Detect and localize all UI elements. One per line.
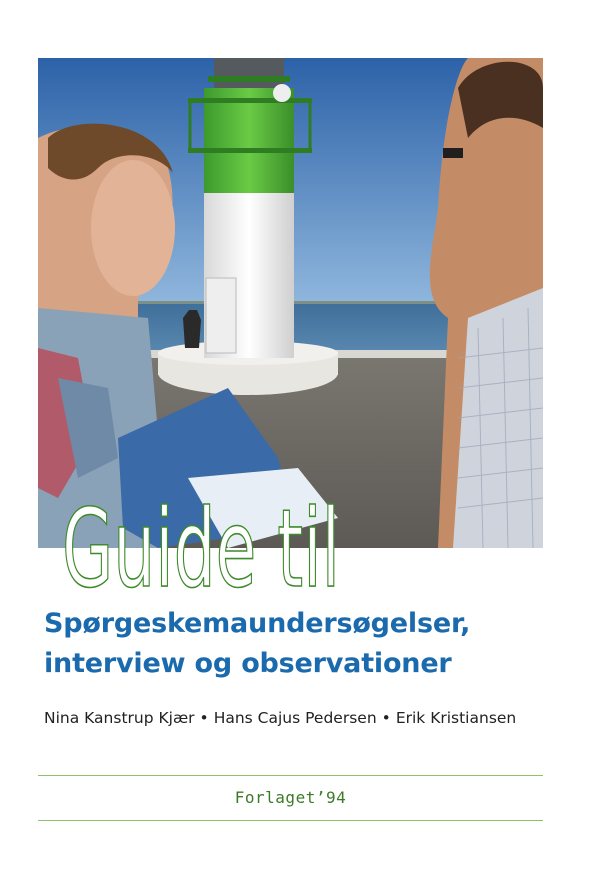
- authors: [44, 709, 564, 727]
- guide-title-text: Guide til: [62, 487, 340, 612]
- subtitle-line-1: Spørgeskemaundersøgelser,: [44, 608, 471, 639]
- divider-top: [38, 775, 543, 776]
- author-separator: •: [381, 709, 391, 727]
- author-3: Erik Kristiansen: [395, 709, 517, 727]
- author-1: Nina Kanstrup Kjær: [44, 709, 195, 727]
- divider-bottom: [38, 820, 543, 821]
- subtitle: [44, 604, 584, 684]
- author-separator: •: [199, 709, 209, 727]
- publisher: Forlaget’94: [234, 788, 347, 807]
- author-2: Hans Cajus Pedersen: [213, 709, 377, 727]
- subtitle-line-2: interview og observationer: [44, 648, 452, 679]
- guide-title: [62, 458, 362, 612]
